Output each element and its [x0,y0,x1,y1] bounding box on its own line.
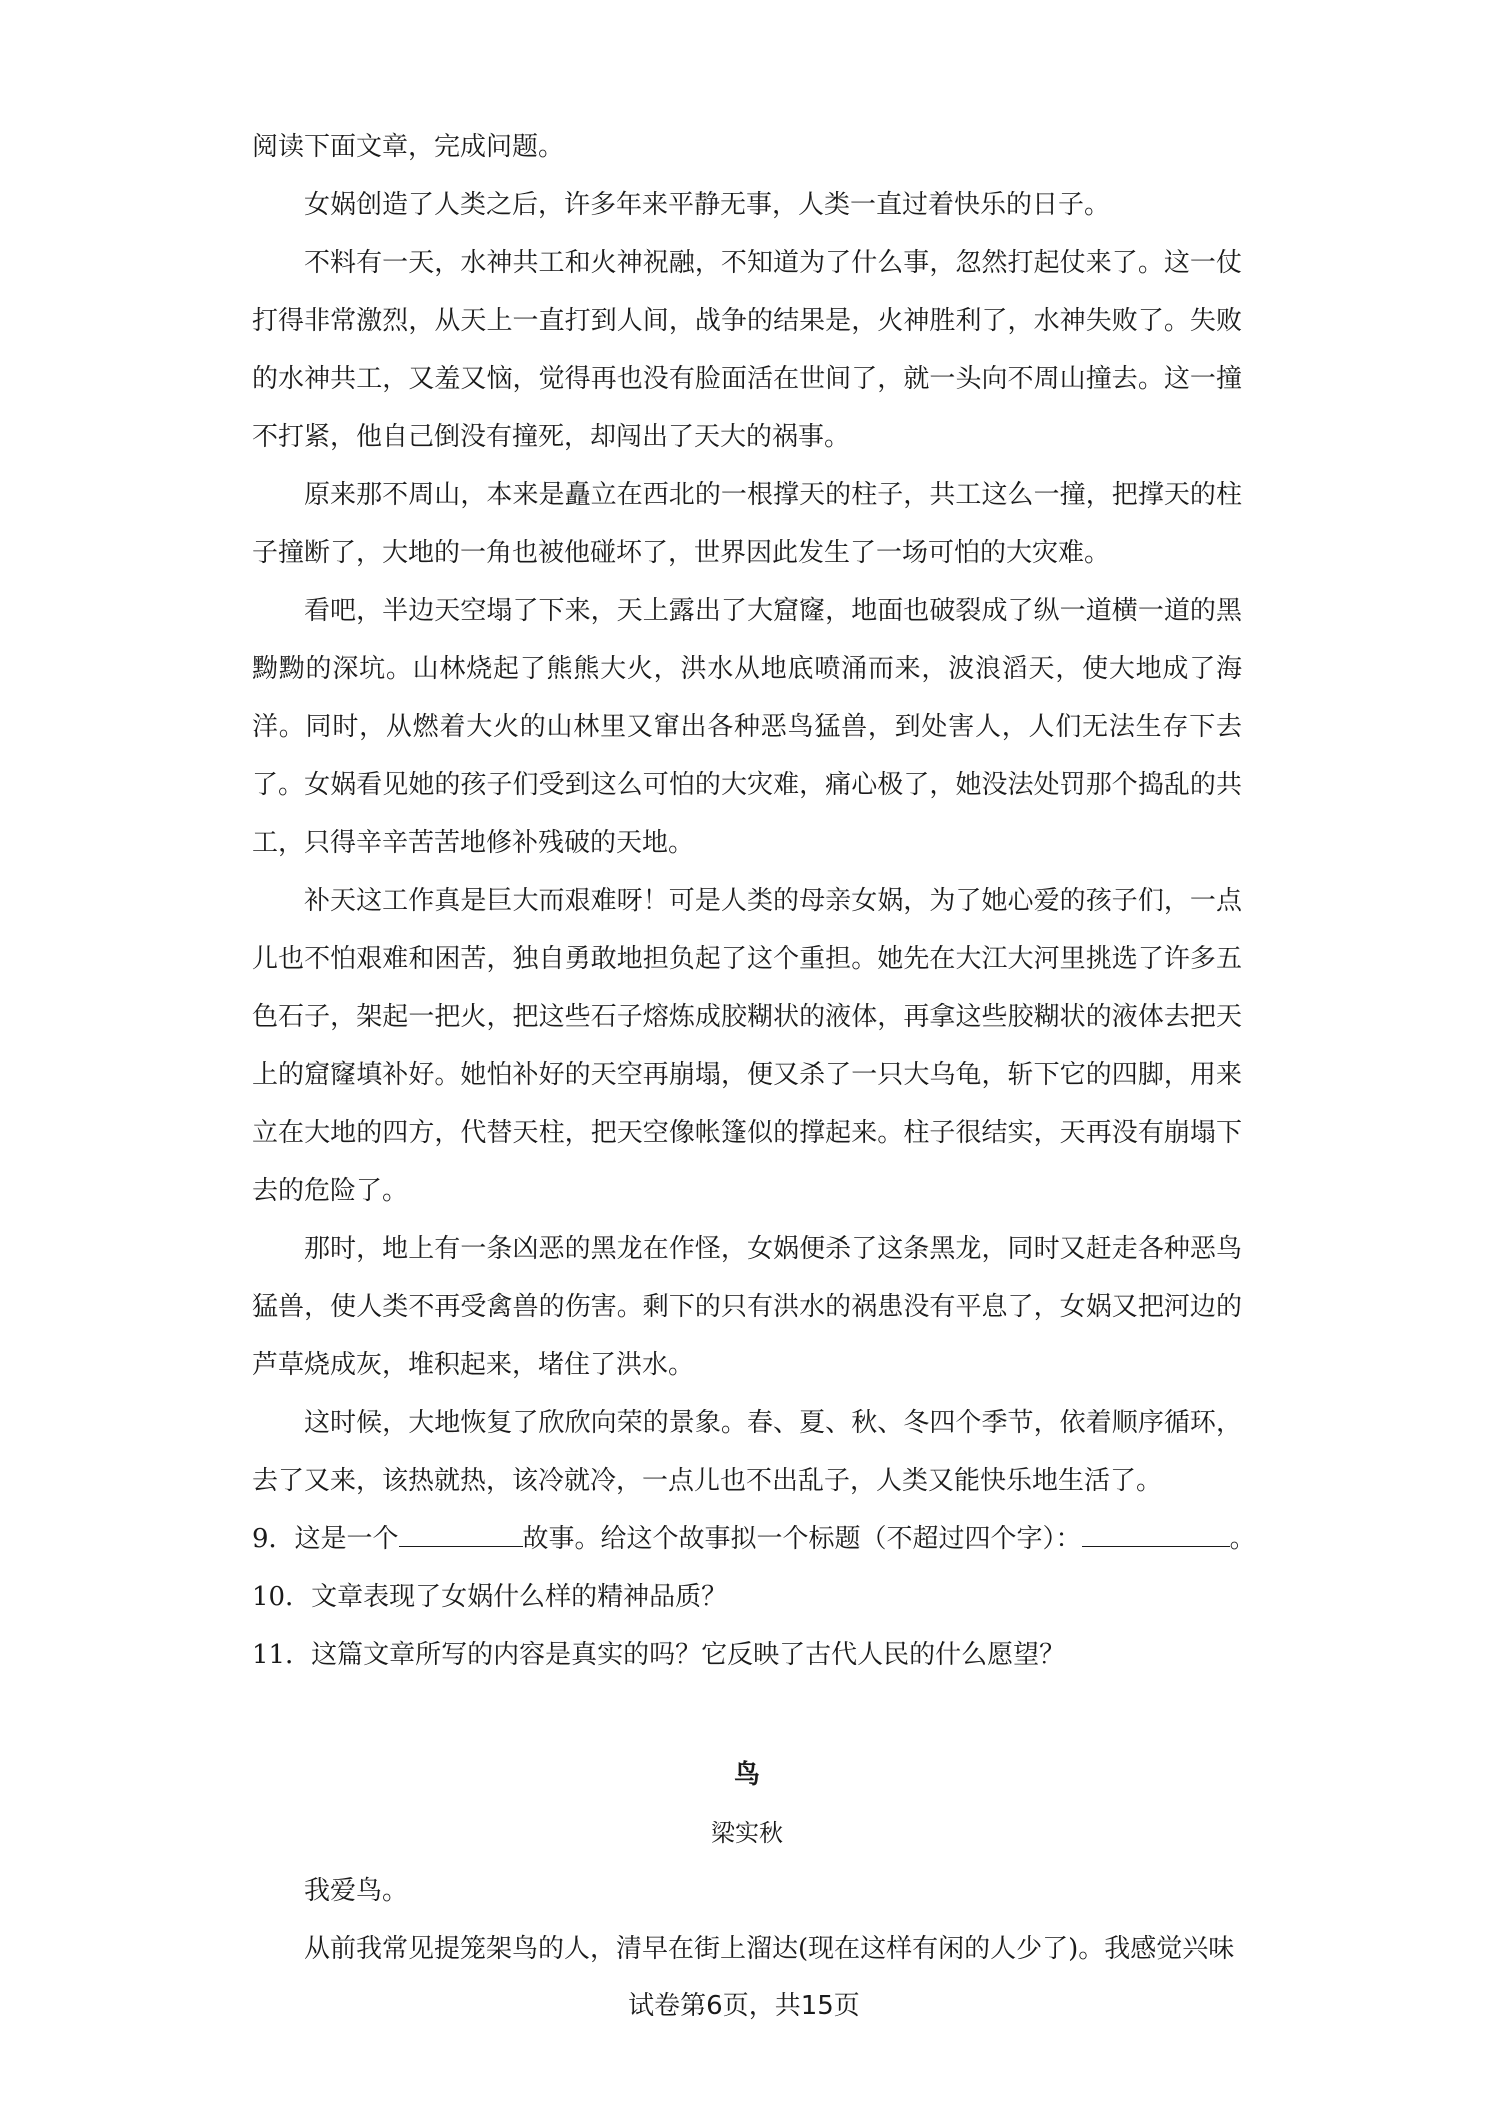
passage-paragraph: 不料有一天，水神共工和火神祝融，不知道为了什么事，忽然打起仗来了。这一仗打得非常激烈，从天上一直打到人间，战争的结果是，火神胜利了，水神失败了。失败的水神共工，又羞又恼，觉得再也没有脸面活在世间了，就一头向不周山撞去。这一撞不打紧，他自己倒没有撞死，却闯出了天大的祸事。 [252,248,1242,452]
question-9 [252,1510,1256,1568]
passage-paragraph: 我爱鸟。 [304,1876,409,1906]
answer-blank-title[interactable] [1082,1524,1230,1547]
passage-paragraph: 那时，地上有一条凶恶的黑龙在作怪，女娲便杀了这条黑龙，同时又赶走各种恶鸟猛兽，使人类不再受禽兽的伤害。剩下的只有洪水的祸患没有平息了，女娲又把河边的芦草烧成灰，堆积起来，堵住了洪水。 [252,1234,1242,1380]
passage-bird-title: 鸟 [733,1760,760,1790]
passage-bird [252,1862,1242,1978]
question-10: 10．文章表现了女娲什么样的精神品质？ [252,1582,728,1612]
passage-paragraph: 原来那不周山，本来是矗立在西北的一根撑天的柱子，共工这么一撞，把撑天的柱子撞断了，大地的一角也被他碰坏了，世界因此发生了一场可怕的大灾难。 [252,480,1242,568]
passage-paragraph: 从前我常见提笼架鸟的人，清早在街上溜达(现在这样有闲的人少了)。我感觉兴味 [304,1934,1235,1964]
passage-bird-author: 梁实秋 [711,1819,783,1847]
passage-paragraph: 看吧，半边天空塌了下来，天上露出了大窟窿，地面也破裂成了纵一道横一道的黑黝黝的深坑。山林烧起了熊熊大火，洪水从地底喷涌而来，波浪滔天，使大地成了海洋。同时，从燃着大火的山林里又窜出各种恶鸟猛兽，到处害人，人们无法生存下去了。女娲看见她的孩子们受到这么可怕的大灾难，痛心极了，她没法处罚那个捣乱的共工，只得辛辛苦苦地修补残破的天地。 [252,596,1242,858]
passage-paragraph: 女娲创造了人类之后，许多年来平静无事，人类一直过着快乐的日子。 [304,190,1111,220]
page-footer: 试卷第6页，共15页 [628,1991,860,2021]
answer-blank-story-type[interactable] [399,1524,523,1547]
page-content [252,118,1256,1978]
passage-nuwa [252,176,1242,1510]
reading-instruction: 阅读下面文章，完成问题。 [252,132,565,162]
question-11: 11．这篇文章所写的内容是真实的吗？它反映了古代人民的什么愿望？ [252,1640,1066,1670]
question-9-text-c: 。 [1229,1524,1256,1554]
passage-paragraph: 补天这工作真是巨大而艰难呀！可是人类的母亲女娲，为了她心爱的孩子们，一点儿也不怕艰难和困苦，独自勇敢地担负起了这个重担。她先在大江大河里挑选了许多五色石子，架起一把火，把这些石子熔炼成胶糊状的液体，再拿这些胶糊状的液体去把天上的窟窿填补好。她怕补好的天空再崩塌，便又杀了一只大乌龟，斩下它的四脚，用来立在大地的四方，代替天柱，把天空像帐篷似的撑起来。柱子很结实，天再没有崩塌下去的危险了。 [252,886,1242,1206]
question-9-text-b: 故事。给这个故事拟一个标题（不超过四个字）： [522,1524,1082,1554]
passage-paragraph: 这时候，大地恢复了欣欣向荣的景象。春、夏、秋、冬四个季节，依着顺序循环，去了又来，该热就热，该冷就冷，一点儿也不出乱子，人类又能快乐地生活了。 [252,1408,1242,1496]
question-9-text-a: 9．这是一个 [252,1524,399,1554]
